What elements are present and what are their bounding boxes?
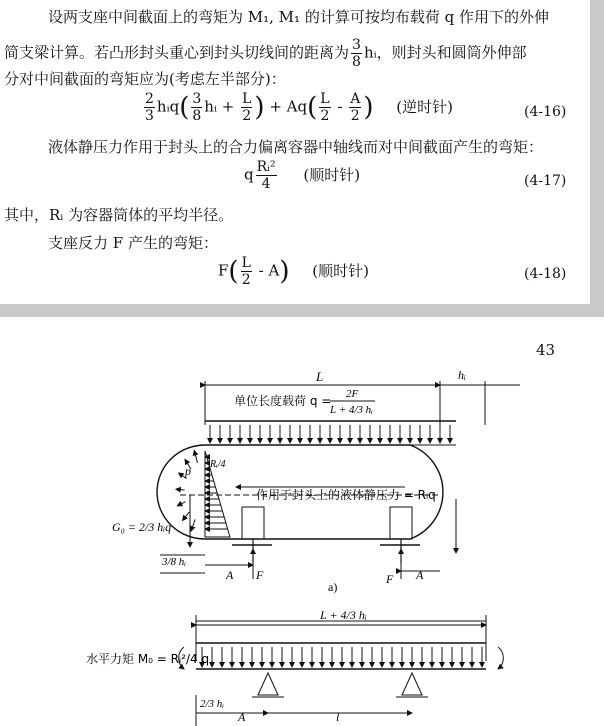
p-label: p xyxy=(185,464,191,478)
paragraph-line: 设两支座中间截面上的弯矩为 M₁, M₁ 的计算可按均布载荷 q 作用下的外伸 xyxy=(48,8,549,26)
force-F-label: F xyxy=(256,568,264,582)
paragraph-line: 液体静压力作用于封头上的合力偏离容器中轴线而对中间截面产生的弯矩： xyxy=(48,138,544,156)
force-F-label: F xyxy=(386,572,394,586)
figure-caption: a) xyxy=(328,580,338,594)
pressure-label: 作用于封头上的液体静压力 = Rᵢq xyxy=(256,488,436,502)
equation-note: (顺时针) xyxy=(303,165,361,184)
head-pressure-arrow xyxy=(194,450,197,462)
g0-label: G₀ = 2/3 hᵢq xyxy=(112,520,172,534)
equation-note: (逆时针) xyxy=(396,97,453,116)
paragraph-text: 简支梁计算。若凸形封头重心到封头切线间的距离为 xyxy=(4,43,350,62)
load-numerator: 2F xyxy=(346,388,359,400)
paragraph-line: 分对中间截面的弯矩应为(考虑左半部分)： xyxy=(4,70,286,88)
dim-A-label: A xyxy=(416,568,424,582)
head-pressure-arrow xyxy=(183,512,190,520)
paragraph-text: hᵢ，则封头和圆筒外伸部 xyxy=(363,43,527,62)
equation-number: (4-18) xyxy=(524,266,567,282)
dim-hi-label: hᵢ xyxy=(458,368,466,382)
load-label: 单位长度载荷 q = xyxy=(234,394,332,408)
paragraph-line: 支座反力 F 产生的弯矩： xyxy=(48,234,218,252)
equation-number: (4-16) xyxy=(524,104,567,120)
ri4-label: Rᵢ/4 xyxy=(210,459,226,470)
equation-number: (4-17) xyxy=(524,173,567,189)
page-gap xyxy=(0,304,604,317)
text-page-bottom xyxy=(0,317,604,726)
two-thirds-label: 2/3 hᵢ xyxy=(200,698,225,710)
dim-top-label: L + 4/3 hᵢ xyxy=(320,608,367,622)
equation-note: (顺时针) xyxy=(312,261,369,280)
head-pressure-arrow xyxy=(177,502,185,506)
paragraph-line: 其中，Rᵢ 为容器筒体的平均半径。 xyxy=(4,206,234,224)
dim-A-label: A xyxy=(238,710,246,724)
head-pressure-arrow xyxy=(191,519,195,531)
paragraph-line xyxy=(4,38,527,69)
page-number: 43 xyxy=(536,341,556,359)
text-page-top xyxy=(0,0,590,304)
equation-4-16: $\frac{2}{3}$ hᵢq( $\frac{3}{8}$ hᵢ + $\frac{L}{2}$ ) + Aq( $\frac{L}{2}$ - $\frac{A}{2}$ ) (逆时针) xyxy=(145,91,453,124)
fraction-3-8: $\frac{3}{8}$ xyxy=(352,37,361,70)
dim-l-label: l xyxy=(336,710,340,724)
moment-label: 水平力矩 M₀ = Rᵢ²/4 q xyxy=(86,652,210,666)
vessel-diagram xyxy=(0,317,604,726)
dim-A-label: A xyxy=(226,568,234,582)
dim-L-label: L xyxy=(316,369,324,384)
head-pressure-arrow xyxy=(176,489,185,490)
page-gap-right xyxy=(590,0,604,304)
equation-4-18: F( $\frac{L}{2}$ - A) (顺时针) xyxy=(218,255,369,288)
three-eighths-label: 3/8 hᵢ xyxy=(162,556,187,568)
equation-4-17: q $\frac{\text{Rᵢ²}}{4}$ (顺时针) xyxy=(244,159,361,192)
load-denominator: L + 4/3 hᵢ xyxy=(330,404,373,416)
